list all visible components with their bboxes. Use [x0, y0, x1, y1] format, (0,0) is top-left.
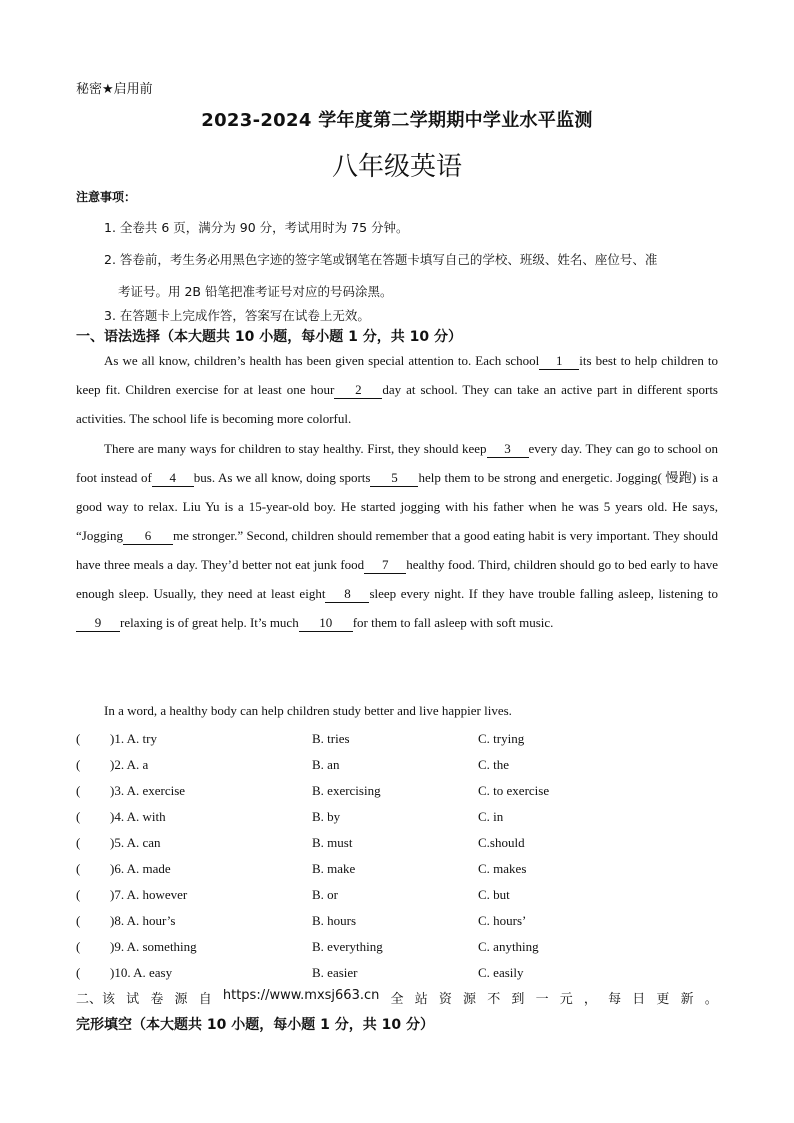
- notice-heading: 注意事项：: [76, 190, 137, 204]
- notice-item-2: 2. 答卷前，考生务必用黑色字迹的签字笔或钢笔在答题卡填写自己的学校、班级、姓名、座位号、准: [104, 252, 658, 267]
- blank-5: 5: [370, 470, 418, 487]
- source-link[interactable]: https://www.mxsj663.cn: [222, 988, 380, 1003]
- notice-item-2-cont: 考证号。用 2B 铅笔把准考证号对应的号码涂黑。: [118, 284, 393, 299]
- blank-3: 3: [487, 441, 529, 458]
- exam-title: 2023-2024 学年度第二学期期中学业水平监测: [201, 110, 593, 131]
- blank-6: 6: [123, 528, 173, 545]
- notice-item-1: 1. 全卷共 6 页，满分为 90 分，考试用时为 75 分钟。: [104, 220, 409, 235]
- blank-8: 8: [325, 586, 369, 603]
- question-row: ( )9. A. something B. everything C. anything: [76, 939, 539, 954]
- question-row: ( )7. A. however B. or C. but: [76, 887, 510, 902]
- question-row: ( )6. A. made B. make C. makes: [76, 861, 527, 876]
- question-row: ( )1. A. try B. tries C. trying: [76, 731, 525, 746]
- confidential-label: 秘密★启用前: [76, 82, 153, 97]
- question-row: ( )10. A. easy B. easier C. easily: [76, 965, 524, 980]
- blank-9: 9: [76, 615, 120, 632]
- passage-paragraph-1: As we all know, children’s health has been given special attention to. Each school 1 its best to help children to keep fit. Children exercise for at least one hour 2 day at school. They can take an active part in different sports activities. The school life is becoming more colorful.: [76, 353, 718, 426]
- blank-1: 1: [539, 353, 579, 370]
- section2-heading: 完形填空（本大题共 10 小题，每小题 1 分，共 10 分）: [76, 1017, 434, 1033]
- blank-4: 4: [152, 470, 194, 487]
- notice-item-3: 3. 在答题卡上完成作答，答案写在试卷上无效。: [104, 308, 370, 323]
- blank-10: 10: [299, 615, 353, 632]
- blank-7: 7: [364, 557, 406, 574]
- passage-paragraph-2: There are many ways for children to stay healthy. First, they should keep 3 every day. They can go to school on foot instead of 4 bus. As we all know, doing sports 5 help them to be strong and energetic. Jogging( 慢跑) is a good way to relax. Liu Yu is a 15-year-old boy. He started jogging with his father when he was 5 years old. He says, “Jogging 6 me stronger.” Second, children should remember that a good eating habit is very important. They should have three meals a day. They’d better not eat junk food 7 healthy food. Third, children should go to bed early to have enough sleep. Usually, they need at least eight 8 sleep every night. If they have trouble falling asleep, listening to9 relaxing is of great help. It’s much 10 for them to fall asleep with soft music.: [76, 441, 719, 630]
- passage-paragraph-3: In a word, a healthy body can help children study better and live happier lives.: [104, 703, 512, 718]
- question-row: ( )2. A. a B. an C. the: [76, 757, 510, 772]
- question-row: ( )3. A. exercise B. exercising C. to exercise: [76, 783, 550, 798]
- question-row: ( )8. A. hour’s B. hours C. hours’: [76, 913, 527, 928]
- source-promo-line: 二、该 试 卷 源 自 https://www.mxsj663.cn 全 站 资 源 不 到 一 元 ， 每 日 更 新 。: [76, 988, 718, 1007]
- question-row: ( )5. A. can B. must C.should: [76, 835, 525, 850]
- section1-heading: 一、语法选择（本大题共 10 小题，每小题 1 分，共 10 分）: [76, 329, 462, 345]
- blank-2: 2: [334, 382, 382, 399]
- question-row: ( )4. A. with B. by C. in: [76, 809, 504, 824]
- subject-title: 八年级英语: [331, 152, 462, 182]
